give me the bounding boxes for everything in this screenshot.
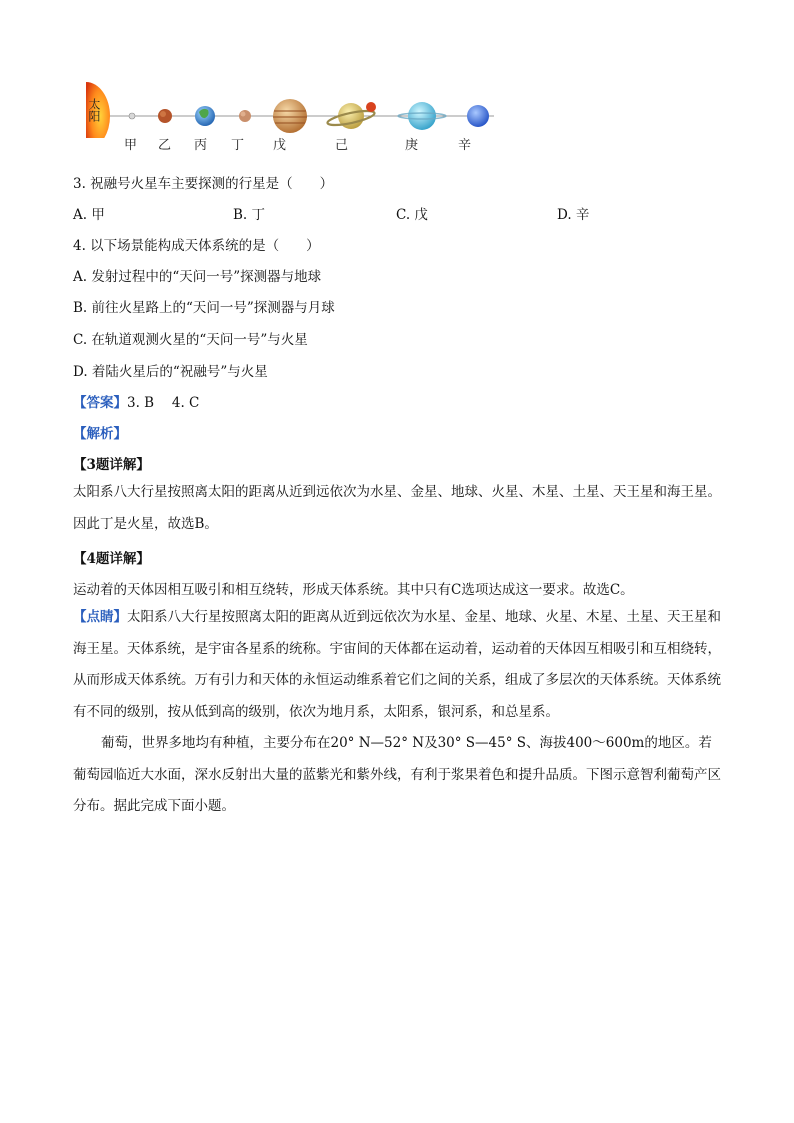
solar-system-illustration: [86, 82, 498, 138]
sun-label: 太阳: [87, 98, 101, 122]
planet-label-yi: 乙: [158, 138, 172, 153]
q3-stem: 3. 祝融号火星车主要探测的行星是（ ）: [73, 176, 334, 192]
q4-option-c: C. 在轨道观测火星的“天问一号”与火星: [73, 332, 308, 348]
planet-label-geng: 庚: [405, 138, 419, 153]
q3-detail-text: 太阳系八大行星按照离太阳的距离从近到远依次为水星、金星、地球、火星、木星、土星、天王星和海王星。因此丁是火星，故选B。: [73, 484, 721, 532]
q4-stem: 4. 以下场景能构成天体系统的是（ ）: [73, 238, 320, 254]
grape-intro-paragraph: 葡萄，世界多地均有种植，主要分布在20° N—52° N及30° S—45° S、海拔400～600m的地区。若葡萄园临近大水面，深水反射出大量的蓝紫光和紫外线，有利于浆果着色和提升品质。下图示意智利葡萄产区分布。据此完成下面小题。: [73, 735, 721, 814]
tip-paragraph: [73, 602, 723, 728]
planet-label-bing: 丙: [194, 138, 208, 153]
q3-option-a: A. 甲: [73, 207, 105, 223]
tip-text: 太阳系八大行星按照离太阳的距离从近到远依次为水星、金星、地球、火星、木星、土星、天王星和海王星。天体系统，是宇宙各星系的统称。宇宙间的天体都在运动着，运动着的天体因互相吸引和互相绕转，从而形成天体系统。万有引力和天体的永恒运动维系着它们之间的关系，组成了多层次的天体系统。天体系统有不同的级别，按从低到高的级别，依次为地月系，太阳系，银河系，和总星系。: [73, 609, 721, 720]
analysis-label: 【解析】: [73, 426, 127, 442]
planet-label-ji: 己: [335, 138, 349, 153]
q3-option-d: D. 辛: [557, 207, 590, 223]
q4-detail-heading: 【4题详解】: [73, 551, 150, 567]
planet-label-wu: 戊: [273, 138, 287, 153]
q3-option-b: B. 丁: [233, 207, 266, 223]
answer-line: [73, 391, 199, 411]
solar-system-figure: [86, 82, 498, 154]
q4-option-b: B. 前往火星路上的“天问一号”探测器与月球: [73, 300, 335, 316]
answer-text: 3. B 4. C: [127, 395, 200, 411]
tip-label: 【点睛】: [73, 609, 127, 625]
planet-label-ding: 丁: [231, 138, 245, 153]
analysis-heading: [73, 422, 127, 442]
planet-label-xin: 辛: [458, 138, 472, 153]
q4-option-d: D. 着陆火星后的“祝融号”与火星: [73, 364, 268, 380]
q3-detail-heading: 【3题详解】: [73, 457, 150, 473]
q4-option-a: A. 发射过程中的“天问一号”探测器与地球: [73, 269, 322, 285]
q3-option-c: C. 戊: [396, 207, 428, 223]
answer-label: 【答案】: [73, 395, 127, 411]
q4-detail-text: 运动着的天体因相互吸引和相互绕转，形成天体系统。其中只有C选项达成这一要求。故选C。: [73, 582, 634, 598]
planet-label-jia: 甲: [124, 138, 138, 153]
